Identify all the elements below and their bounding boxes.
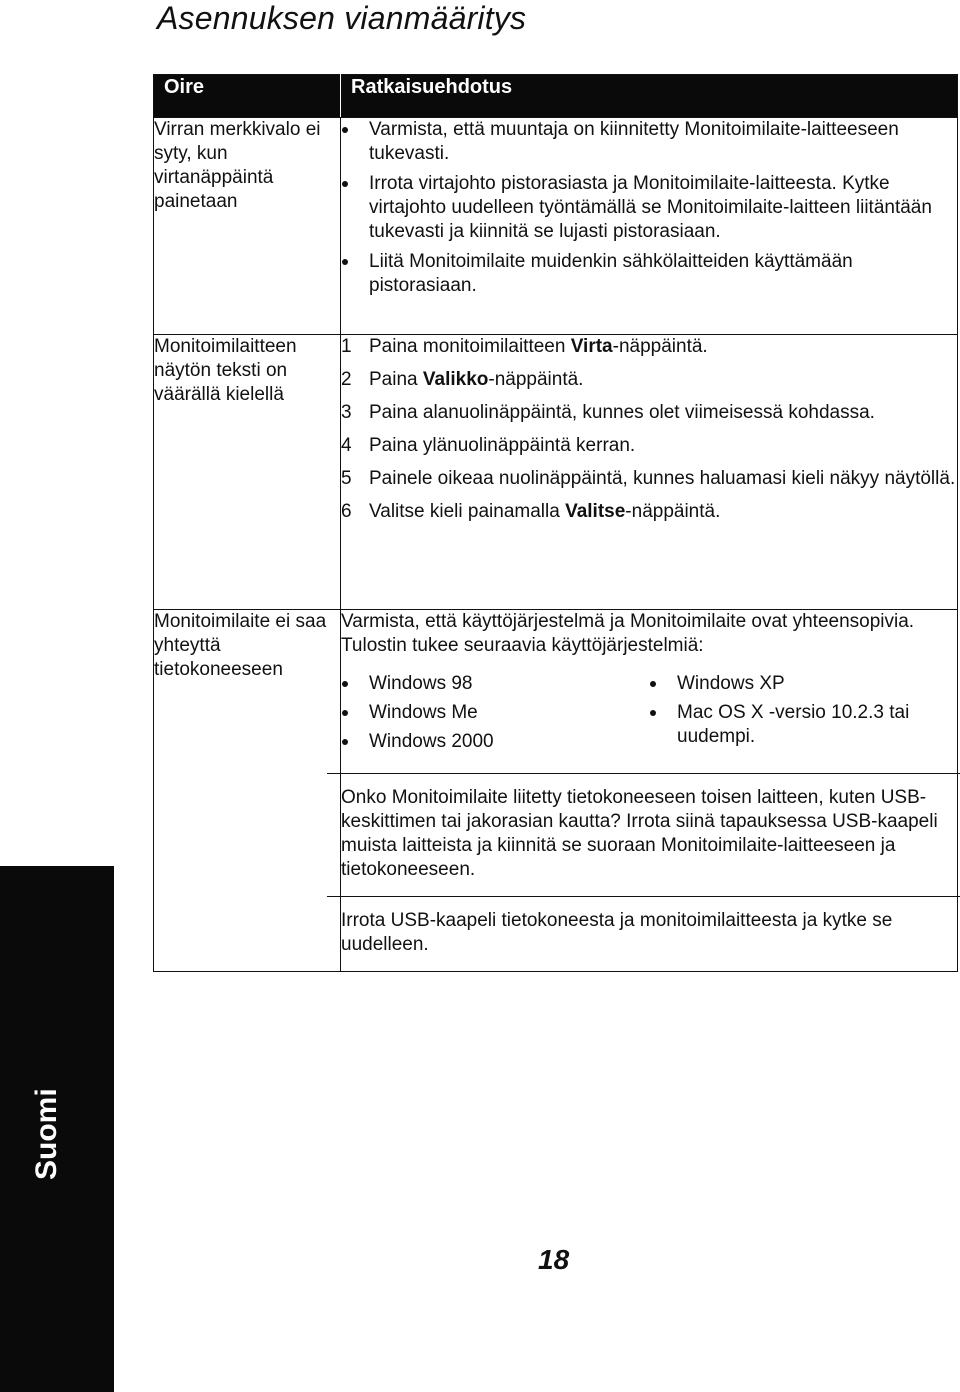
list-item: Windows XP bbox=[649, 672, 957, 696]
list-item: Mac OS X -versio 10.2.3 tai uudempi. bbox=[649, 701, 957, 749]
step-item bbox=[341, 500, 957, 524]
solution-bullet-list bbox=[341, 118, 957, 298]
header-symptom: Oire bbox=[154, 75, 341, 118]
step-number: 1 bbox=[341, 336, 352, 357]
list-item: Windows 2000 bbox=[341, 730, 649, 754]
divider bbox=[327, 773, 960, 774]
step-item bbox=[341, 368, 957, 392]
step-number: 4 bbox=[341, 435, 352, 456]
language-tab-label: Suomi bbox=[30, 1088, 63, 1180]
step-item bbox=[341, 434, 957, 458]
compatibility-intro: Varmista, että käyttöjärjestelmä ja Monitoimilaite ovat yhteensopivia. Tulostin tukee seuraavia käyttöjärjestelmiä: bbox=[341, 611, 915, 656]
step-number: 6 bbox=[341, 501, 352, 522]
os-lists bbox=[341, 672, 957, 759]
hub-paragraph: Onko Monitoimilaite liitetty tietokoneeseen toisen laitteen, kuten USB-keskittimen tai jakorasian kautta? Irrota siinä tapauksessa USB-kaapeli muista laitteista ja kiinnitä se suoraan Monitoimilaite-laitteeseen ja tietokoneeseen. bbox=[341, 787, 938, 880]
table-row bbox=[154, 335, 958, 610]
solution-cell bbox=[341, 335, 958, 610]
list-item: Irrota virtajohto pistorasiasta ja Monitoimilaite-laitteesta. Kytke virtajohto uudelleen työntämällä se Monitoimilaite-laitteen liitäntään tukevasti ja kiinnitä se lujasti pistorasiaan. bbox=[341, 172, 957, 244]
reconnect-paragraph: Irrota USB-kaapeli tietokoneesta ja monitoimilaitteesta ja kytke se uudelleen. bbox=[341, 910, 893, 955]
step-text: Paina alanuolinäppäintä, kunnes olet viimeisessä kohdassa. bbox=[369, 402, 875, 423]
step-text: Valitse kieli painamalla bbox=[369, 501, 566, 522]
list-item: Windows Me bbox=[341, 701, 649, 725]
solution-cell bbox=[341, 118, 958, 335]
step-number: 3 bbox=[341, 402, 352, 423]
page-title: Asennuksen vianmääritys bbox=[157, 0, 527, 36]
step-text: Paina monitoimilaitteen bbox=[369, 336, 571, 357]
os-list-right bbox=[649, 672, 957, 759]
table-header-row bbox=[154, 75, 958, 118]
step-text: -näppäintä. bbox=[488, 369, 584, 390]
list-item: Liitä Monitoimilaite muidenkin sähkölaitteiden käyttämään pistorasiaan. bbox=[341, 250, 957, 298]
page-number: 18 bbox=[538, 1244, 570, 1275]
list-item: Varmista, että muuntaja on kiinnitetty Monitoimilaite-laitteeseen tukevasti. bbox=[341, 118, 957, 166]
key-name: Valitse bbox=[565, 501, 626, 522]
troubleshooting-table bbox=[153, 74, 958, 972]
step-text: Painele oikeaa nuolinäppäintä, kunnes haluamasi kieli näkyy näytöllä. bbox=[369, 468, 956, 489]
step-number: 2 bbox=[341, 369, 352, 390]
step-item bbox=[341, 401, 957, 425]
table-row bbox=[154, 118, 958, 335]
table-row bbox=[154, 610, 958, 972]
step-number: 5 bbox=[341, 468, 352, 489]
step-item bbox=[341, 335, 957, 359]
solution-cell bbox=[341, 610, 958, 972]
symptom-cell: Monitoimilaitteen näytön teksti on väärällä kielellä bbox=[154, 335, 341, 610]
key-name: Valikko bbox=[422, 369, 489, 390]
divider bbox=[327, 896, 960, 897]
symptom-cell: Virran merkkivalo ei syty, kun virtanäppäintä painetaan bbox=[154, 118, 341, 335]
step-text: Paina ylänuolinäppäintä kerran. bbox=[369, 435, 636, 456]
key-name: Virta bbox=[570, 336, 613, 357]
step-item bbox=[341, 467, 957, 491]
step-text: Paina bbox=[369, 369, 423, 390]
steps-list bbox=[341, 335, 957, 524]
list-item: Windows 98 bbox=[341, 672, 649, 696]
symptom-cell: Monitoimilaite ei saa yhteyttä tietokoneeseen bbox=[154, 610, 341, 972]
step-text: -näppäintä. bbox=[612, 336, 708, 357]
step-text: -näppäintä. bbox=[625, 501, 721, 522]
header-solution: Ratkaisuehdotus bbox=[341, 75, 958, 118]
os-list-left bbox=[341, 672, 649, 759]
